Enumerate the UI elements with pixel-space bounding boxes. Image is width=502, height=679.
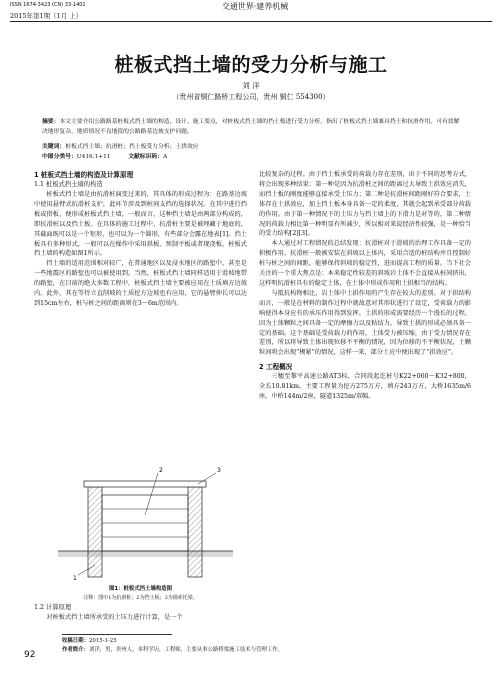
- figure-label-2: 2: [159, 467, 163, 474]
- figure-note: 注释：图中1为抗滑桩；2为挡土板；3为锚索托梁。: [83, 595, 198, 601]
- paragraph: 桩板式挡土墙是由抗滑桩演变过来的，其具体的形成过程为：在路基边坡中使用悬臂式抗滑桩支护，此环节涉及到桩间支挡的选择状况。在其中进行挡板或搭板，便形成桩板式挡土墙，一般而言，这种挡土墙是由两部分构成的，即抗滑桩以及挡土板。在具体的施工过程中，抗滑桩主要是被埋藏于地底的，其截面既可以是一个矩形，也可以为一个圆形，有些部分会露在地表[1]。挡土板具有多种形式，一般可以在操作中采用拱板、预制平板或者现浇板。桩板式挡土墙的构造如图1所示。: [34, 191, 247, 258]
- left-column-top: [34, 170, 247, 309]
- anti-slide-pile-right: [188, 487, 202, 577]
- journal-name: 交通世界·建养机械: [221, 2, 289, 11]
- section-heading-1-2: 1.2 计算原理: [34, 604, 72, 611]
- header-rule: [10, 21, 492, 22]
- affiliation: （贵州省铜仁路桥工程公司，贵州 铜仁 554300）: [172, 93, 330, 101]
- clc-label: 中图分类号：: [42, 154, 77, 160]
- clc-value: U416.1+11: [76, 154, 111, 160]
- issn-line: ISSN 1674-3423 (CN) 33-1401: [10, 2, 86, 8]
- paragraph: 三穗至黎平高速公路AT3标，合同段起讫桩号K22+060～K32+800，全长10.81km。主要工程量为挖方275万方，填方243万方，大桥1635m/6座，中桥144m/2座，隧道1325m/双幅。: [259, 373, 471, 401]
- paragraph: 与抵抗构物相比，岩土体中土拱作用的产生存在较大的差别。对于拱结构而言，一般是在材料的制作过程中就故意对其形状进行了设定，受荷载力的影响使得本身应有的承压作用得到发挥。土拱的形成需要经历一个漫长的过程，因为土体颗粒之间具备一定的摩擦力以及粘结力，导致土拱的形成必须具备一定的基础。这个基础是受荷载力的作用，土体受力被压缩，由于受力情况存在差别，所以将导致土体出现位移不平衡的情况，因为位移的不平衡状况，土颗粒间将会出现“楔紧”的情况，这样一来，部分土应中便出现了“拱效应”。: [259, 289, 471, 357]
- section-heading-1-1: 1.1 桩板式挡土墙的构造: [34, 181, 103, 188]
- abstract-label: 摘要：: [42, 119, 60, 125]
- leader-line: [198, 473, 216, 484]
- section-heading-2: 2 工程概况: [259, 363, 293, 372]
- abstract: [42, 118, 464, 138]
- section-heading-1: 1 桩板式挡土墙的构造及计算原理: [34, 171, 134, 179]
- doc-code-value: A: [163, 154, 168, 160]
- classification: [42, 153, 464, 163]
- paragraph: 挡土墙的适用范围相对较广，在普通地区以及浸水地区的路堑中，甚至是一些地震区的路堑也可以被使用到。当然，桩板式挡土墙同样适用于滑坡地带的路堑，在目前的绝大多数工程中，桩板式挡土墙主要被应用在土质填方边坡内。此外，其在等待立直削坡的土质挖方边坡也有应用，它的悬臂伸长可以达到15cm左右，桩与桩之间的距离则在3～6m范围内。: [34, 260, 247, 307]
- footnote-rule: [62, 634, 172, 635]
- figure-label-3: 3: [217, 467, 221, 474]
- paragraph: 对桩板式挡土墙所承受的土压力进行计算，是一个: [46, 614, 183, 621]
- author: 刘 洋: [242, 81, 260, 90]
- article-title: 桩板式挡土墙的受力分析与施工: [114, 54, 388, 76]
- left-column-bottom: [34, 603, 247, 623]
- received-label: 收稿日期：: [62, 638, 89, 644]
- author-bio: 刘洋，男，贵州人，本科学历，工程师，主要从事公路桥梁施工技术与管理工作。: [88, 646, 284, 653]
- issue-line: 2015年第1期（1月 上）: [10, 12, 83, 20]
- anti-slide-pile-left: [88, 487, 102, 577]
- author-bio-label: 作者简介：: [62, 646, 89, 653]
- keywords-text: 桩板式挡土墙；抗滑桩；挡土板受力分析；土拱效应: [65, 144, 199, 150]
- ground-strip: [58, 551, 233, 557]
- paragraph: 比较复杂的过程。由于挡土板承受的荷载力存在差别，出于不同的思考方式，将会出现多种结果：第一种是因为抗滑桩之间的距离过大导致土拱效应消失，而挡土板的刚度能够直接承受土压力；第二种是抗滑桩间距刚好符合要求，土体存在土拱效应，加上挡土板本身具备一定的柔度，其就会起到承受部分荷载的作用。由于第一种情况下的土压力与挡土墙上的下滑力是对等的，第二种情况的荷载力相比第一种明显有所减少，所以相对来说经济性较强，是一种恰当的受力结构[2][3]。: [259, 171, 471, 238]
- figure-caption: 图1：桩板式挡土墙构造图: [108, 586, 173, 592]
- right-column: [259, 170, 471, 402]
- footnote: [62, 637, 422, 654]
- abstract-text: 本文主要介绍公路路基桩板式挡土墙的构造、设计、施工要点，对桩板式挡土墙的挡土板进行受力分析，指出了桩板式挡土墙兼具挡土和抗滑作用，可有效解决地形复杂、地质情况不良地段的公路路基边坡支护问题。: [42, 119, 460, 135]
- anchor-beam: [84, 481, 206, 487]
- received-date: 2015-1-25: [88, 638, 117, 644]
- keywords-label: 关键词：: [42, 144, 66, 150]
- page-number: 92: [24, 650, 36, 660]
- keywords: [42, 143, 464, 153]
- figure-label-1: 1: [73, 575, 77, 582]
- doc-code-label: 文献标识码：: [128, 154, 163, 160]
- paragraph: 本人通过对工程情况的总结发现：抗滑桩对于滑坡的治理工作具备一定的积极作用。抗滑桩一般被安装在斜坡以上体内，采用合适的桩结构并且控制好桩与桩之间的间距，能够保持斜坡的稳定性，进而提高工程的质量。当下社会关注的一个重大焦点是：本来稳定性较差的斜坡岩土体不会直接从桩间挤出，这样明抗滑桩具有的稳定土体，在土体中形成作用和土拱相当的结构。: [259, 240, 471, 287]
- structure-figure: [58, 465, 233, 583]
